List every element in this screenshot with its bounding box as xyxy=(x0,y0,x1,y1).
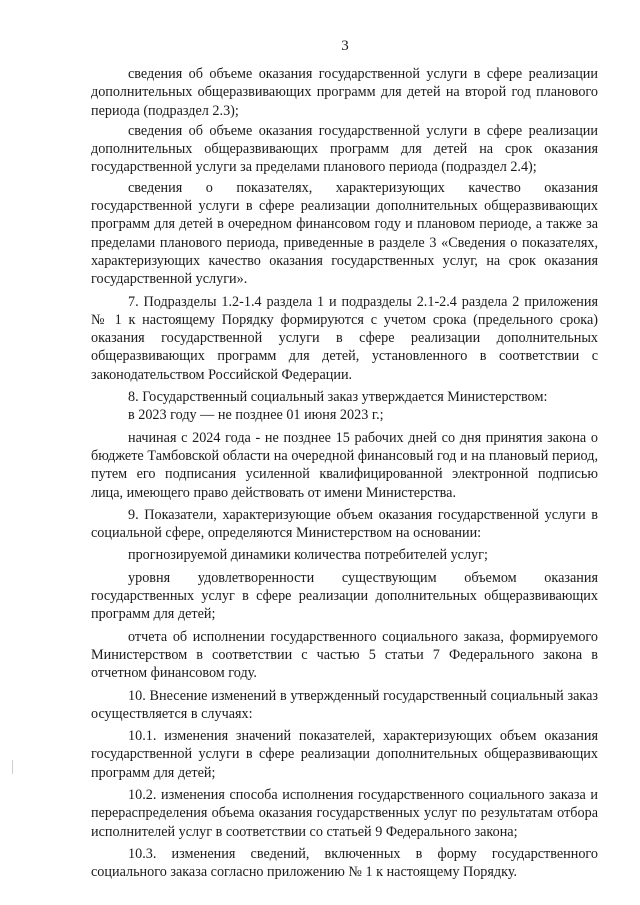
paragraph-subsection-2-4: сведения об объеме оказания государственной услуги в сфере реализации дополнительных общеразвивающих программ для детей на срок оказания государственной услуги за пределами планового периода (подраздел 2.4); xyxy=(91,122,598,176)
paragraph-item-9: 9. Показатели, характеризующие объем оказания государственной услуги в социальной сфере, определяются Министерством на основании: xyxy=(91,506,598,542)
paragraph-item-10-1: 10.1. изменения значений показателей, характеризующих объем оказания государственной услуги в сфере реализации дополнительных общеразвивающих программ для детей; xyxy=(91,728,598,781)
paragraph-item-10: 10. Внесение изменений в утвержденный государственный социальный заказ осуществляется в случаях: xyxy=(91,687,598,722)
paragraph-item-9-forecast: прогнозируемой динамики количества потребителей услуг; xyxy=(128,547,488,564)
paragraph-item-7: 7. Подразделы 1.2-1.4 раздела 1 и подразделы 2.1-2.4 раздела 2 приложения № 1 к настоящему Порядку формируются с учетом срока (предельного срока) оказания государственной услуги в сфере реализации дополнительных общеразвивающих программ для детей, установленного в соответствии с законодательством Российской Федерации. xyxy=(91,293,598,383)
paragraph-section-3: сведения о показателях, характеризующих качество оказания государственной услуги в сфере реализации дополнительных общеразвивающих программ для детей в очередном финансовом году и плановом периоде, а также за пределами планового периода, приведенные в разделе 3 «Сведения о показателях, характеризующих качество оказания государственных услуг, на срок оказания государственной услуги». xyxy=(91,179,598,288)
paragraph-item-8-2024: начиная с 2024 года - не позднее 15 рабочих дней со дня принятия закона о бюджете Тамбовской области на очередной финансовый год и на плановый период, путем его подписания усиленной квалифицированной электронной подписью лица, имеющего право действовать от имени Министерства. xyxy=(91,429,598,501)
paragraph-item-10-3: 10.3. изменения сведений, включенных в форму государственного социального заказа согласно приложению № 1 к настоящему Порядку. xyxy=(91,845,598,881)
paragraph-item-10-2: 10.2. изменения способа исполнения государственного социального заказа и перераспределения объема оказания государственных услуг по результатам отбора исполнителей услуг в соответствии со статьей 9 Федерального закона; xyxy=(91,786,598,840)
paragraph-item-8: 8. Государственный социальный заказ утверждается Министерством: xyxy=(128,389,548,406)
scan-margin-mark xyxy=(12,760,13,774)
document-body xyxy=(91,65,598,881)
paragraph-item-8-2023: в 2023 году — не позднее 01 июня 2023 г.; xyxy=(128,407,384,424)
paragraph-item-9-satisfaction: уровня удовлетворенности существующим объемом оказания государственных услуг в сфере реализации дополнительных общеразвивающих программ для детей; xyxy=(91,569,598,623)
page-number: 3 xyxy=(341,38,349,54)
paragraph-item-9-report: отчета об исполнении государственного социального заказа, формируемого Министерством в соответствии с частью 5 статьи 7 Федерального закона в отчетном финансовом году. xyxy=(91,628,598,682)
paragraph-subsection-2-3: сведения об объеме оказания государственной услуги в сфере реализации дополнительных общеразвивающих программ для детей на второй год планового периода (подраздел 2.3); xyxy=(91,66,598,119)
